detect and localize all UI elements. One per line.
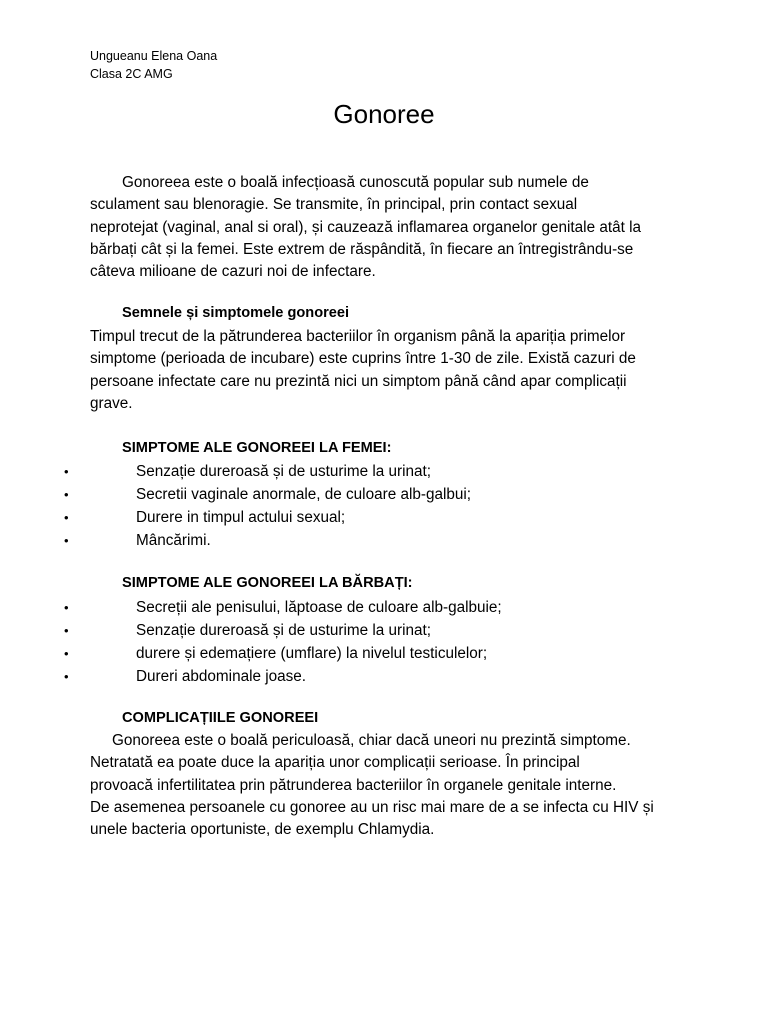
women-symptoms-list [0, 460, 768, 552]
symptoms-line: simptome (perioada de incubare) este cuprins între 1-30 de zile. Există cazuri de [90, 350, 636, 368]
intro-line: Gonoreea este o boală infecțioasă cunoscută popular sub numele de [122, 174, 589, 191]
bullet-icon: • [64, 510, 69, 525]
men-symptoms-list [0, 596, 768, 688]
list-item-text: durere și edemațiere (umflare) la nivelul testiculelor; [136, 645, 488, 662]
bullet-icon: • [64, 623, 69, 638]
list-item-text: Secreții ale penisului, lăptoase de culoare alb-galbuie; [136, 599, 502, 616]
list-item-text: Durere in timpul actului sexual; [136, 509, 346, 526]
author-block [90, 47, 217, 83]
complications-line: Netratată ea poate duce la apariția unor complicații serioase. În principal [90, 754, 580, 772]
list-item [0, 665, 768, 688]
intro-line: câteva milioane de cazuri noi de infectare. [90, 263, 376, 281]
list-item [0, 483, 768, 506]
bullet-icon: • [64, 464, 69, 479]
complications-line: provoacă infertilitatea prin pătrunderea bacteriilor în organele genitale interne. [90, 776, 617, 794]
list-item-text: Senzație dureroasă și de usturime la urinat; [136, 622, 432, 639]
bullet-icon: • [64, 533, 69, 548]
complications-paragraph [90, 730, 680, 841]
list-item [0, 460, 768, 483]
bullet-icon: • [64, 669, 69, 684]
list-item-text: Secretii vaginale anormale, de culoare alb-galbui; [136, 486, 472, 503]
list-item-text: Mâncărimi. [136, 532, 211, 549]
symptoms-line: Timpul trecut de la pătrunderea bacteriilor în organism până la apariția primelor [90, 328, 626, 345]
symptoms-line: persoane infectate care nu prezintă nici un simptom până când apar complicații [90, 372, 627, 390]
list-item-text: Senzație dureroasă și de usturime la urinat; [136, 463, 432, 480]
women-symptoms-heading: SIMPTOME ALE GONOREEI LA FEMEI: [122, 440, 392, 456]
intro-line: sculament sau blenoragie. Se transmite, în principal, prin contact sexual [90, 196, 578, 214]
list-item [0, 529, 768, 552]
document-title: Gonoree [333, 99, 435, 129]
list-item [0, 619, 768, 642]
symptoms-paragraph [90, 326, 680, 415]
bullet-icon: • [64, 487, 69, 502]
symptoms-heading: Semnele și simptomele gonoreei [122, 305, 350, 321]
complications-heading: COMPLICAȚIILE GONOREEI [122, 710, 319, 726]
complications-line: unele bacteria oportuniste, de exemplu Chlamydia. [90, 821, 435, 839]
list-item [0, 596, 768, 619]
complications-line: Gonoreea este o boală periculoasă, chiar dacă uneori nu prezintă simptome. [112, 732, 631, 749]
intro-line: bărbați cât și la femei. Este extrem de răspândită, în fiecare an întregistrându-se [90, 240, 634, 258]
list-item-text: Dureri abdominale joase. [136, 668, 307, 685]
intro-paragraph [90, 172, 680, 283]
list-item [0, 506, 768, 529]
bullet-icon: • [64, 600, 69, 615]
author-class: Clasa 2C AMG [90, 67, 173, 81]
complications-line: De asemenea persoanele cu gonoree au un risc mai mare de a se infecta cu HIV și [90, 798, 654, 816]
author-name: Ungueanu Elena Oana [90, 49, 218, 63]
men-symptoms-heading: SIMPTOME ALE GONOREEI LA BĂRBAȚI: [122, 575, 413, 591]
intro-line: neprotejat (vaginal, anal si oral), și cauzează inflamarea organelor genitale atât la [90, 218, 642, 236]
bullet-icon: • [64, 646, 69, 661]
symptoms-line: grave. [90, 394, 133, 412]
list-item [0, 642, 768, 665]
